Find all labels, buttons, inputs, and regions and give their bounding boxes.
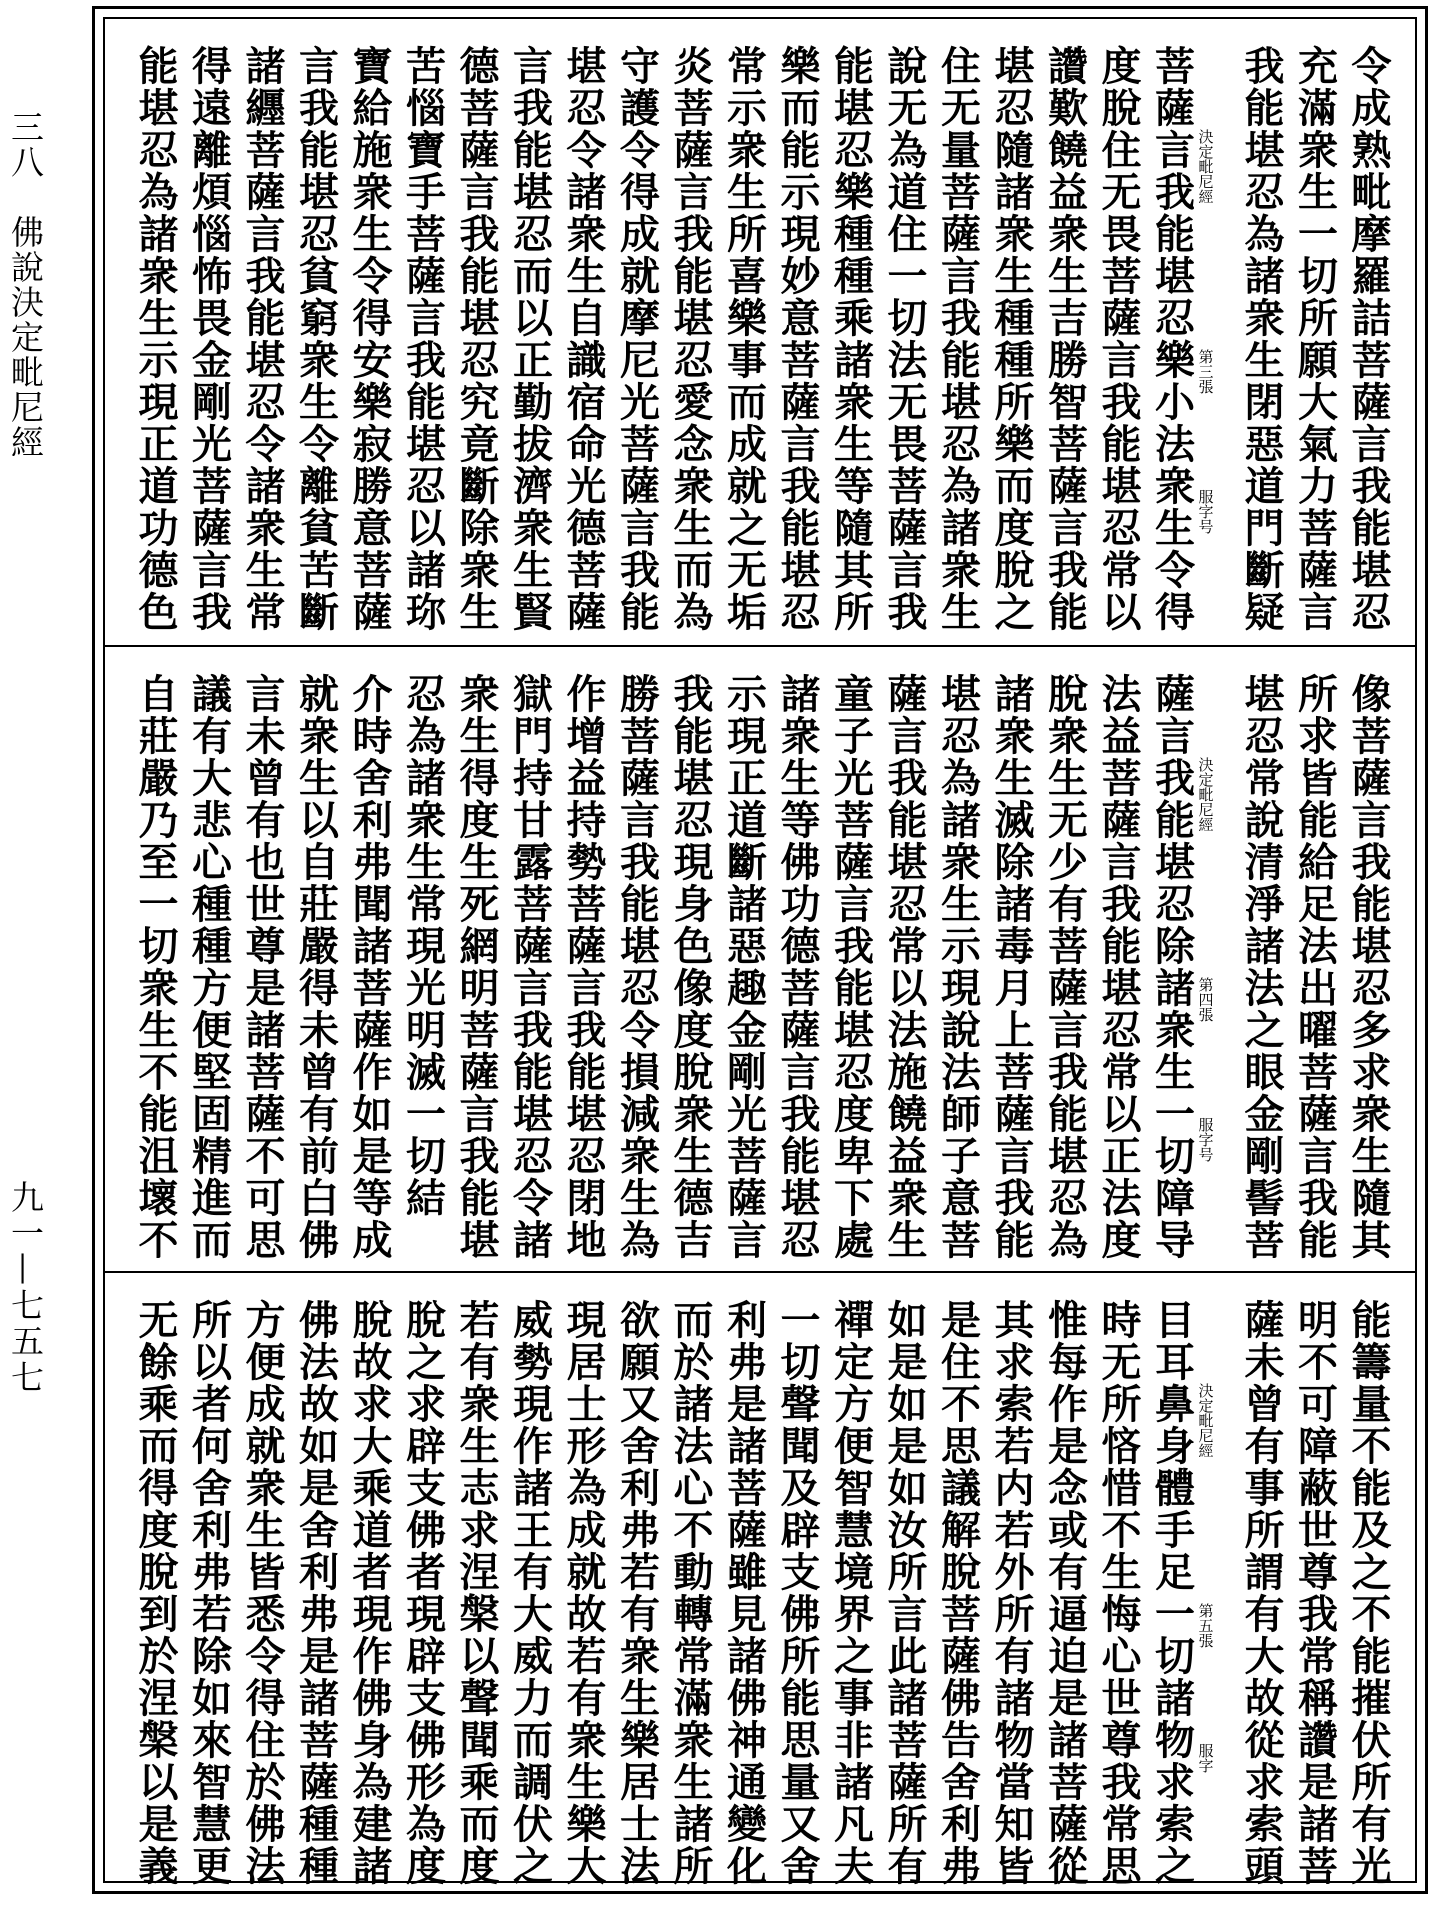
text-column: 得遠離煩惱怖畏金剛光菩薩言我 [185, 45, 233, 633]
text-column: 諸衆生滅除諸毒月上菩薩言我能 [988, 673, 1035, 1261]
text-column: 介時舍利弗聞諸菩薩作如是等成 [346, 673, 393, 1261]
text-column: 薩未曾有事所謂有大故從求索頭 [1238, 1299, 1285, 1887]
text-column: 我能堪忍為諸衆生閉惡道門斷疑 [1238, 45, 1285, 633]
text-column: 令成熟毗摩羅詰菩薩言我能堪忍 [1345, 45, 1392, 633]
character-mark-note: 服字号 [1196, 489, 1215, 534]
text-column: 常示衆生所喜樂事而成就之无垢 [720, 45, 768, 633]
page-frame [92, 6, 1428, 1894]
text-column: 能堪忍為諸衆生示現正道功德色 [132, 45, 179, 633]
sheet-number-note: 第三張 [1196, 349, 1215, 394]
text-column: 我能堪忍現身色像度脫衆生德吉 [667, 673, 714, 1261]
text-column: 言我能堪忍貧窮衆生令離貧苦斷 [292, 45, 340, 633]
text-column: 寶給施衆生令得安樂寂勝意菩薩 [346, 45, 393, 633]
text-column: 威勢現作諸王有大威力而調伏之 [506, 1299, 554, 1887]
sheet-number-note: 第四張 [1196, 977, 1215, 1022]
text-column: 堪忍令諸衆生自識宿命光德菩薩 [560, 45, 607, 633]
text-column: 諸纒菩薩言我能堪忍令諸衆生常 [239, 45, 286, 633]
text-column: 而於諸法心不動轉常滿衆生諸所 [667, 1299, 714, 1887]
panel-2 [105, 645, 1415, 1273]
text-column: 示現正道斷諸惡趣金剛光菩薩言 [720, 673, 768, 1261]
sutra-abbrev-note: 決定毗尼經 [1196, 1383, 1215, 1458]
text-column: 是住不思議解脫菩薩佛告舍利弗 [934, 1299, 982, 1887]
text-column: 目耳鼻身體手足一切諸物求索之 [1148, 1299, 1196, 1887]
text-column: 言未曾有也世尊是諸菩薩不可思 [239, 673, 286, 1261]
text-column: 樂而能示現妙意菩薩言我能堪忍 [774, 45, 821, 633]
text-column: 禪定方便智慧境界之事非諸凡夫 [827, 1299, 875, 1887]
panel-1 [105, 19, 1415, 645]
character-mark-note: 服字号 [1196, 1117, 1215, 1162]
text-column: 言我能堪忍而以正勤拔濟衆生賢 [506, 45, 554, 633]
text-column: 明不可障蔽世尊我常稱讚是諸菩 [1291, 1299, 1339, 1887]
panel-3 [105, 1271, 1415, 1887]
text-column: 堪忍常說清淨諸法之眼金剛髻菩 [1238, 673, 1285, 1261]
text-column: 諸衆生等佛功德菩薩言我能堪忍 [774, 673, 821, 1261]
page-border [103, 17, 1417, 1887]
text-column: 惟每作是念或有逼迫是諸菩薩從 [1041, 1299, 1089, 1887]
text-column: 佛法故如是舍利弗是諸菩薩種種 [292, 1299, 340, 1887]
text-column: 像菩薩言我能堪忍多求衆生隨其 [1345, 673, 1392, 1261]
text-column: 守護令得成就摩尼光菩薩言我能 [613, 45, 661, 633]
text-column: 能籌量不能及之不能摧伏所有光 [1345, 1299, 1392, 1887]
text-column: 利弗是諸菩薩雖見諸佛神通變化 [720, 1299, 768, 1887]
text-column: 脫之求辟支佛者現辟支佛形為度 [399, 1299, 447, 1887]
text-column: 菩薩言我能堪忍樂小法衆生令得 [1148, 45, 1196, 633]
sutra-title-margin: 三八 佛說決定毗尼經 [6, 110, 45, 460]
text-column: 欲願又舍利弗若有衆生樂居士法 [613, 1299, 661, 1887]
text-column: 如是如是如汝所言此諸菩薩所有 [881, 1299, 928, 1887]
text-column: 薩言我能堪忍常以法施饒益衆生 [881, 673, 928, 1261]
text-column: 忍為諸衆生常現光明滅一切結 [399, 673, 447, 1219]
text-column: 度脫住无畏菩薩言我能堪忍常以 [1095, 45, 1142, 633]
text-column: 堪忍隨諸衆生種種所樂而度脫之 [988, 45, 1035, 633]
text-column: 方便成就衆生皆悉令得住於佛法 [239, 1299, 286, 1887]
text-column: 時无所悋惜不生悔心世尊我常思 [1095, 1299, 1142, 1887]
text-column: 无餘乘而得度脫到於涅槃以是義 [132, 1299, 179, 1887]
text-column: 衆生得度生死網明菩薩言我能堪 [453, 673, 500, 1261]
text-column: 脫故求大乘道者現作佛身為建諸 [346, 1299, 393, 1887]
text-column: 議有大悲心種種方便堅固精進而 [185, 673, 233, 1261]
text-column: 一切聲聞及辟支佛所能思量又舍 [774, 1299, 821, 1887]
text-column: 能堪忍樂種種乘諸衆生等隨其所 [827, 45, 875, 633]
text-column: 脫衆生无少有菩薩言我能堪忍為 [1041, 673, 1089, 1261]
text-column: 法益菩薩言我能堪忍常以正法度 [1095, 673, 1142, 1261]
text-column: 充滿衆生一切所願大氣力菩薩言 [1291, 45, 1339, 633]
text-column: 炎菩薩言我能堪忍愛念衆生而為 [667, 45, 714, 633]
text-column: 堪忍為諸衆生示現說法師子意菩 [934, 673, 982, 1261]
sutra-abbrev-note: 決定毗尼經 [1196, 757, 1215, 832]
text-column: 住无量菩薩言我能堪忍為諸衆生 [934, 45, 982, 633]
text-column: 說无為道住一切法无畏菩薩言我 [881, 45, 928, 633]
text-column: 自莊嚴乃至一切衆生不能沮壞不 [132, 673, 179, 1261]
text-column: 其求索若内若外所有諸物當知皆 [988, 1299, 1035, 1887]
text-column: 所以者何舍利弗若除如來智慧更 [185, 1299, 233, 1887]
text-column: 現居士形為成就故若有衆生樂大 [560, 1299, 607, 1887]
text-column: 讚歎饒益衆生吉勝智菩薩言我能 [1041, 45, 1089, 633]
text-column: 若有衆生志求涅槃以聲聞乘而度 [453, 1299, 500, 1887]
text-column: 苦惱寶手菩薩言我能堪忍以諸珎 [399, 45, 447, 633]
sheet-number-note: 第五張 [1196, 1603, 1215, 1648]
sutra-abbrev-note: 決定毗尼經 [1196, 129, 1215, 204]
text-column: 就衆生以自莊嚴得未曾有前白佛 [292, 673, 340, 1261]
page-number-margin: 九一—七五七 [6, 1180, 45, 1396]
text-column: 薩言我能堪忍除諸衆生一切障导 [1148, 673, 1196, 1261]
text-column: 作增益持勢菩薩言我能堪忍閉地 [560, 673, 607, 1261]
text-column: 獄門持甘露菩薩言我能堪忍令諸 [506, 673, 554, 1261]
character-mark-note: 服字 [1196, 1743, 1215, 1773]
text-column: 所求皆能給足法出曜菩薩言我能 [1291, 673, 1339, 1261]
text-column: 童子光菩薩言我能堪忍度卑下處 [827, 673, 875, 1261]
text-column: 勝菩薩言我能堪忍令損減衆生為 [613, 673, 661, 1261]
text-column: 德菩薩言我能堪忍究竟斷除衆生 [453, 45, 500, 633]
